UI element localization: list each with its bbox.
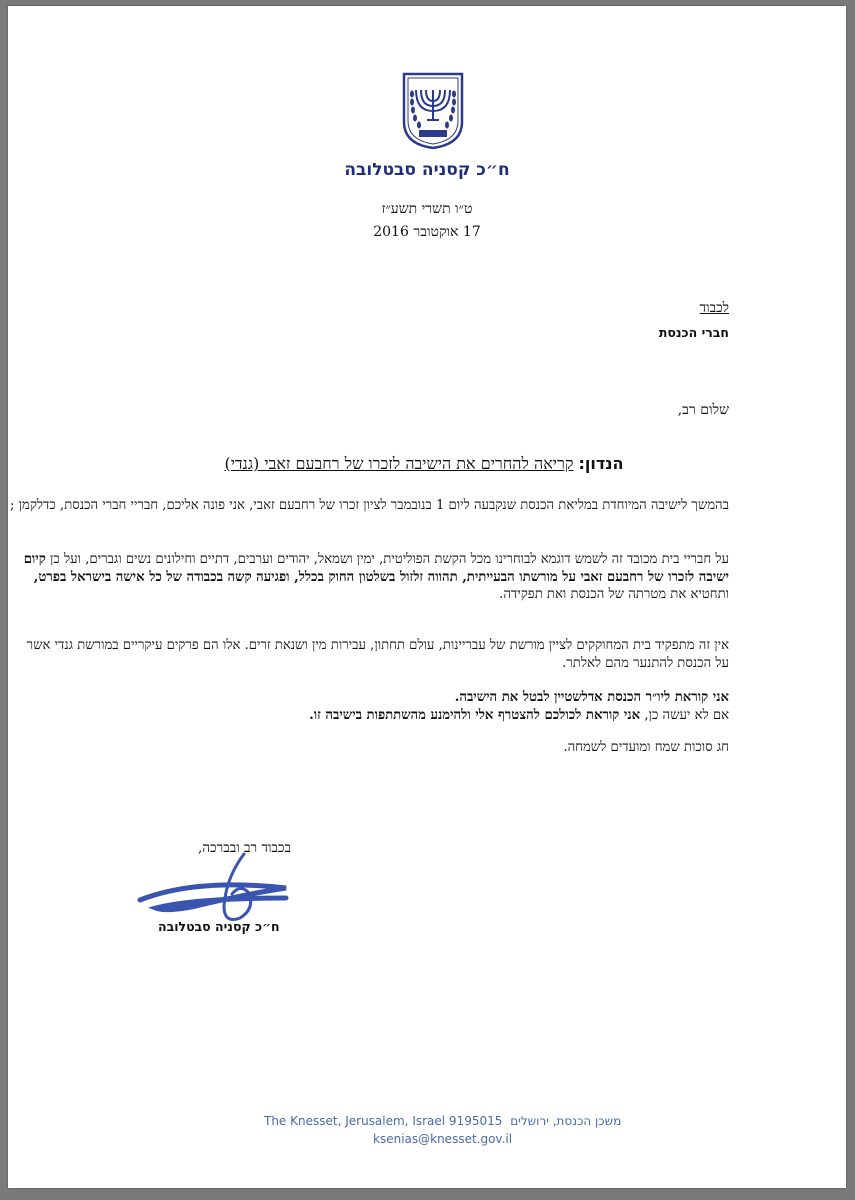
handwritten-signature <box>136 848 306 928</box>
footer-address-en: The Knesset, Jerusalem, Israel 9195015 <box>264 1114 503 1128</box>
subject-line <box>119 454 729 474</box>
body-paragraph-1: בהמשך לישיבה המיוחדת במליאת הכנסת שנקבעה ליום 1 בנובמבר לציון זכרו של רחבעם זאבי, אני פונה אליכם, חבריי חברי הכנסת, כדלקמן ; <box>10 498 729 513</box>
footer-email[interactable]: ksenias@knesset.gov.il <box>373 1132 513 1146</box>
recipient-label: לכבוד <box>699 300 729 316</box>
call-to-members <box>9 707 729 725</box>
body-paragraph-4 <box>9 689 729 724</box>
footer-address <box>264 1114 625 1128</box>
subject-text: קריאה להחרים את הישיבה לזכרו של רחבעם זאבי (גנדי) <box>224 454 574 473</box>
body-paragraph-2-bold: קיום ישיבה לזכרו של רחבעם זאבי על מורשתו הבעייתית, תהווה זלזול בשלטון החוק בכלל, ופגיעה קשה בכבודה של כל אישה בישראל בפרט, <box>23 552 729 585</box>
body-paragraph-3: אין זה מתפקיד בית המחוקקים לציין מורשת של עבריינות, עולם תחתון, עבירות מין ושנאת זרים. אלו הם פרקים עיקריים במורשת גנדי אשר על הכנסת להתנער מהם לאלתר. <box>26 638 729 671</box>
body-paragraph-2-start: על חבריי בית מכובד זה לשמש דוגמא לבוחרינו מכל הקשת הפוליטית, ימין ושמאל, יהודים וערבים, דתיים וחילונים נשים וגברים, ועל כן <box>45 552 729 567</box>
body-paragraph-2-end: ותחטיא את מטרתה של הכנסת ואת תפקידה. <box>499 587 729 602</box>
body-paragraph-2 <box>9 551 729 604</box>
call-to-speaker: אני קוראת ליו״ר הכנסת אדלשטיין לבטל את הישיבה. <box>454 690 729 705</box>
state-emblem-icon <box>401 72 465 150</box>
call-to-members-bold: אני קוראת לכולכם להצטרף אלי ולהימנע מהשתתפות בישיבה זו. <box>309 707 641 723</box>
subject-label: הנדון: <box>578 454 624 473</box>
greeting: שלום רב, <box>677 402 729 418</box>
footer-address-he: משכן הכנסת, ירושלים <box>510 1114 622 1128</box>
sender-name: ח״כ קסניה סבטלובה <box>344 160 510 180</box>
recipient-name: חברי הכנסת <box>658 325 729 340</box>
letter-page <box>8 6 846 1188</box>
call-to-members-plain: אם לא יעשה כן, <box>640 707 729 723</box>
gregorian-date: 17 אוקטובר 2016 <box>373 224 481 240</box>
holiday-greeting: חג סוכות שמח ומועדים לשמחה. <box>563 740 729 755</box>
hebrew-date: ט״ו תשרי תשע״ז <box>381 201 473 217</box>
closing-phrase: בכבוד רב ובברכה, <box>198 840 292 856</box>
signatory-name: ח״כ קסניה סבטלובה <box>158 919 280 934</box>
